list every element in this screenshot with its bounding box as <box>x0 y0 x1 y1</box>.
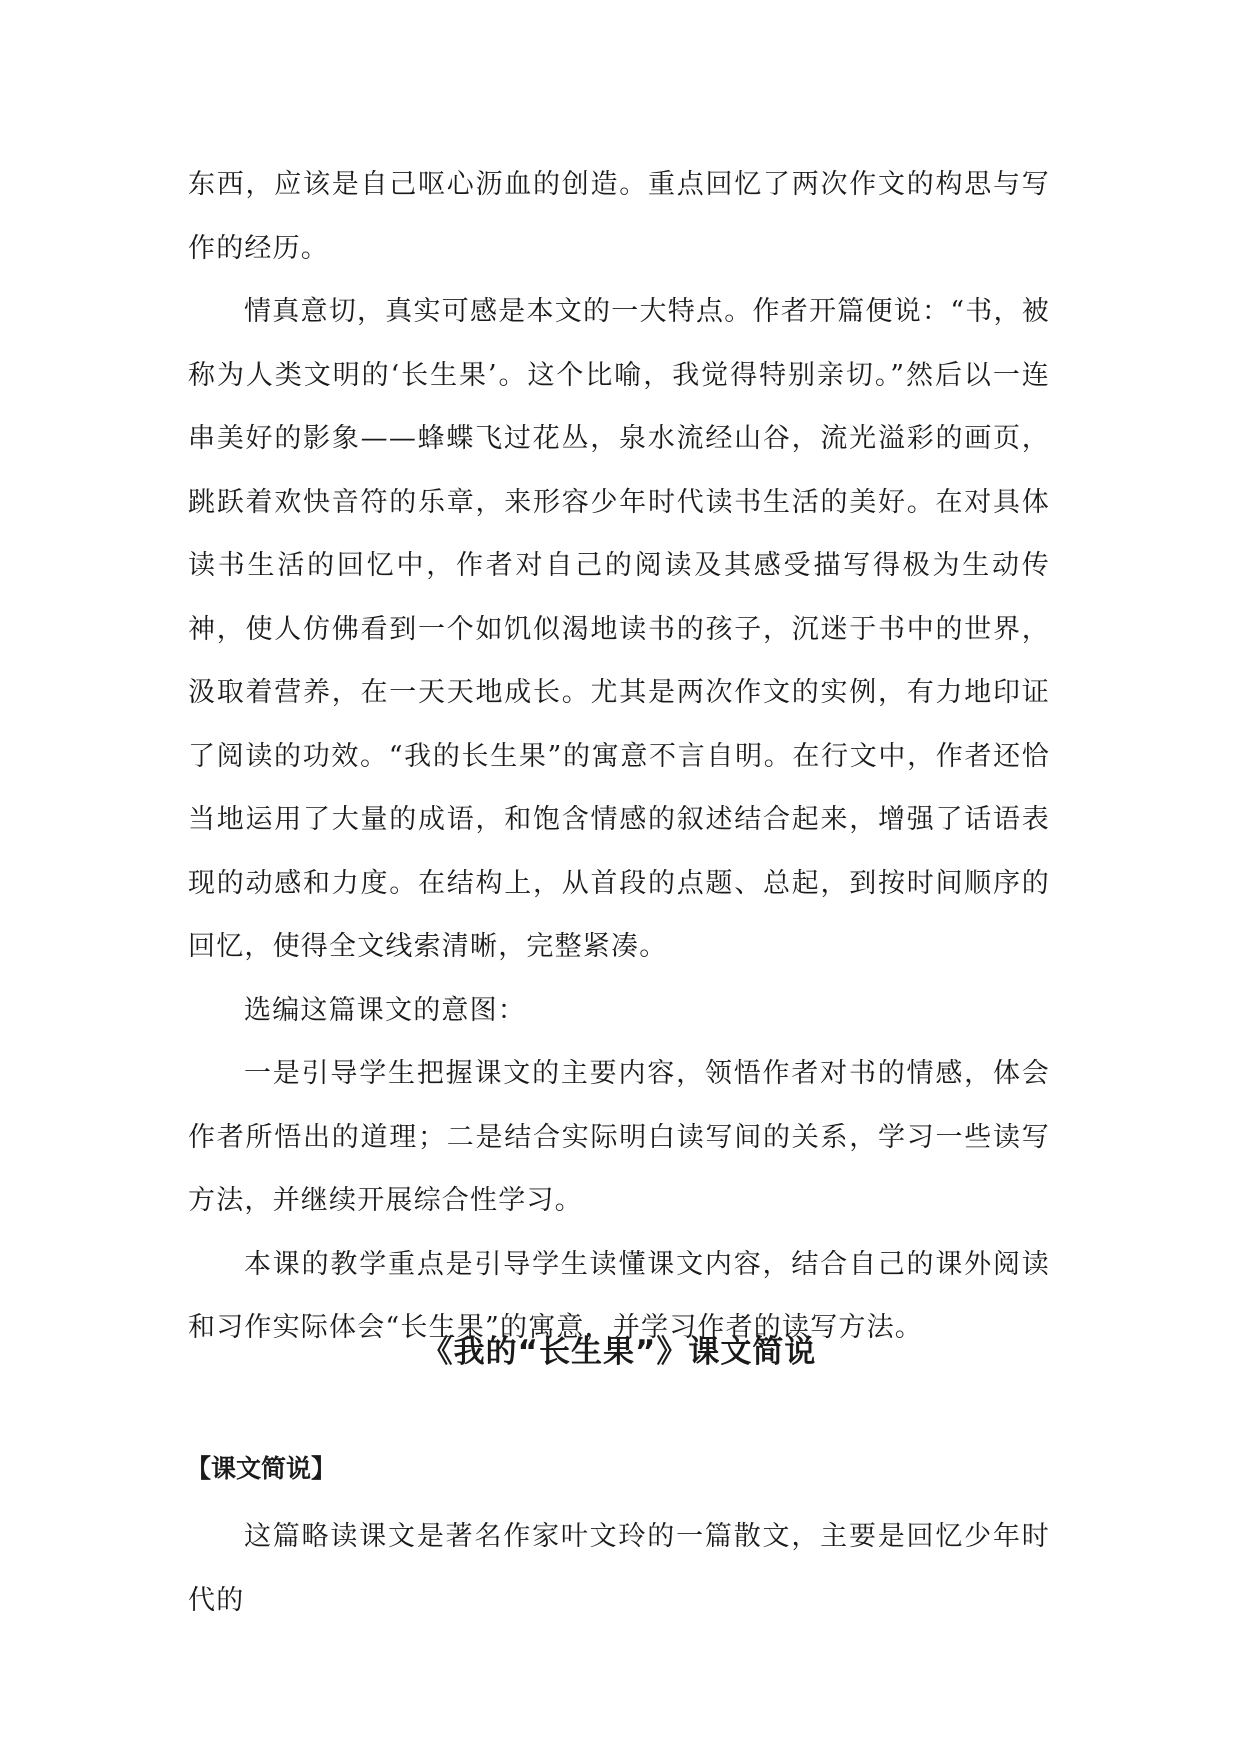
section-label: 【课文简说】 <box>186 1454 337 1483</box>
body-text-bottom <box>188 1505 1050 1632</box>
body-text-top <box>188 153 1050 1360</box>
paragraph-continuation: 东西，应该是自己呕心沥血的创造。重点回忆了两次作文的构思与写作的经历。 <box>188 169 1050 264</box>
paragraph-teaching-focus: 本课的教学重点是引导学生读懂课文内容，结合自己的课外阅读和习作实际体会“长生果”的寓意，并学习作者的读写方法。 <box>188 1248 1050 1343</box>
paragraph-features: 情真意切，真实可感是本文的一大特点。作者开篇便说：“书，被称为人类文明的‘长生果’。这个比喻，我觉得特别亲切。”然后以一连串美好的影象——蜂蝶飞过花丛，泉水流经山谷，流光溢彩的画页，跳跃着欢快音符的乐章，来形容少年时代读书生活的美好。在对具体读书生活的回忆中，作者对自己的阅读及其感受描写得极为生动传神，使人仿佛看到一个如饥似渴地读书的孩子，沉迷于书中的世界，汲取着营养，在一天天地成长。尤其是两次作文的实例，有力地印证了阅读的功效。“我的长生果”的寓意不言自明。在行文中，作者还恰当地运用了大量的成语，和饱含情感的叙述结合起来，增强了话语表现的动感和力度。在结构上，从首段的点题、总起，到按时间顺序的回忆，使得全文线索清晰，完整紧凑。 <box>188 296 1050 962</box>
paragraph-intro: 这篇略读课文是著名作家叶文玲的一篇散文，主要是回忆少年时代的 <box>188 1521 1050 1616</box>
paragraph-intent-detail: 一是引导学生把握课文的主要内容，领悟作者对书的情感，体会作者所悟出的道理；二是结合实际明白读写间的关系，学习一些读写方法，并继续开展综合性学习。 <box>188 1058 1050 1216</box>
document-title: 《我的“长生果”》课文简说 <box>421 1334 817 1370</box>
paragraph-intent-heading: 选编这篇课文的意图： <box>244 994 526 1026</box>
